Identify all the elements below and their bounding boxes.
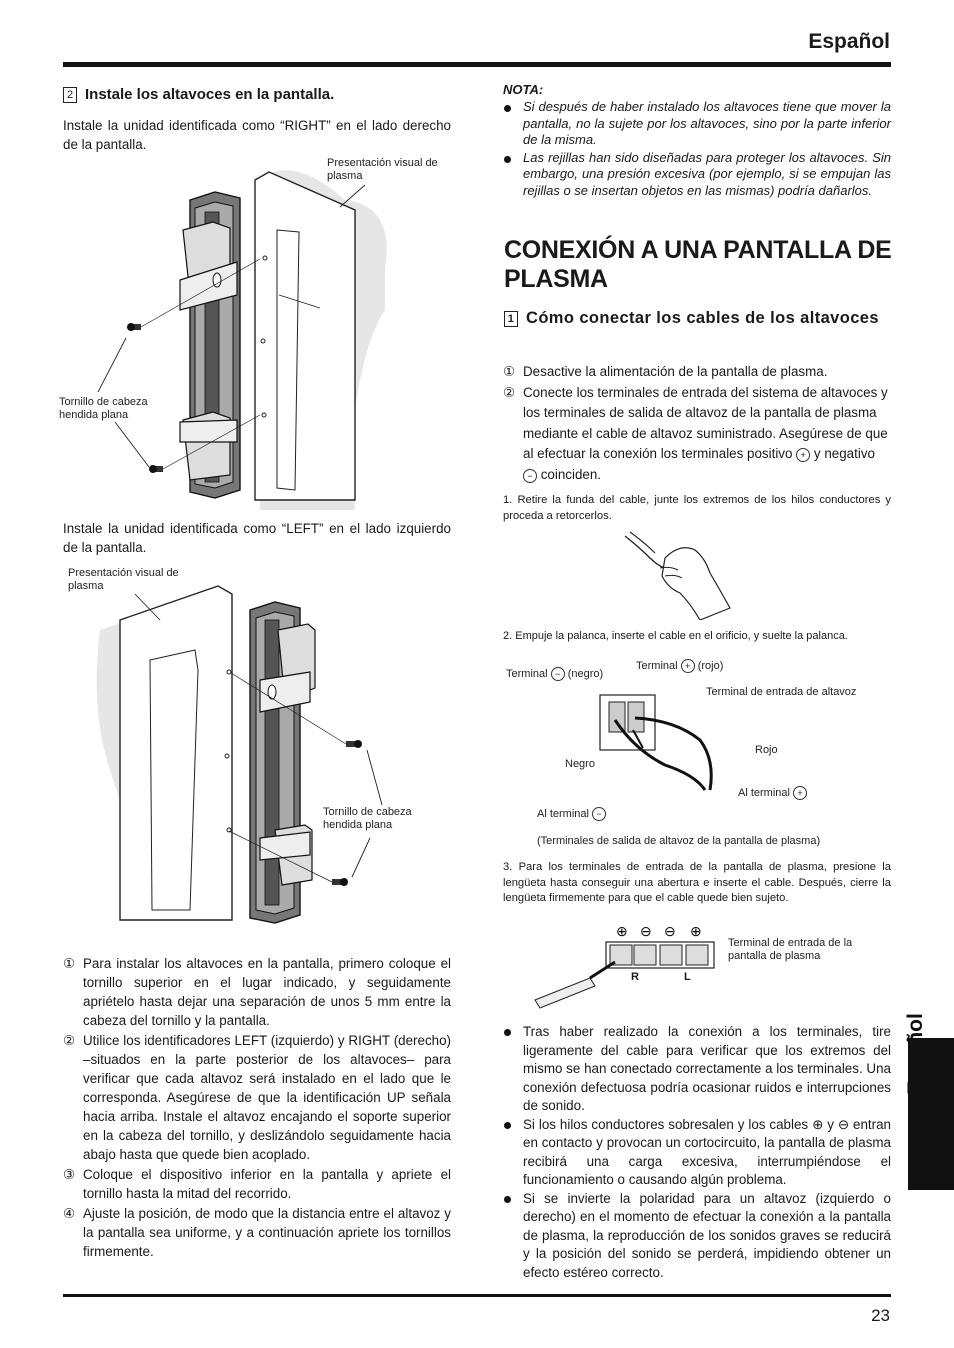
screw-icon bbox=[346, 740, 362, 748]
minus-icon: − bbox=[523, 469, 537, 483]
sub-step-3: 3. Para los terminales de entrada de la pantalla de plasma, presione la lengüeta hasta conseguir una abertura e inserte el cable. Después, cierre la lengüeta firmemente para que el cable quede bien sujeto. bbox=[503, 861, 891, 904]
minus-icon: − bbox=[592, 807, 606, 821]
display-outline bbox=[120, 586, 232, 920]
list-item: Si después de haber instalado los altavoces tiene que mover la pantalla, no la sujete por los altavoces, sino por la parte inferior de la misma. bbox=[503, 99, 891, 149]
label-al-pos: Al terminal + bbox=[738, 786, 807, 800]
label-term-pos: Terminal + (rojo) bbox=[636, 660, 724, 672]
list-item: ④ Ajuste la posición, de modo que la distancia entre el altavoz y la pantalla sea uniforme, y a continuación apriete los tornillos firmemente. bbox=[63, 1206, 451, 1259]
figure-left-speaker bbox=[90, 580, 460, 940]
arrow-icon bbox=[590, 962, 615, 978]
svg-text:⊕: ⊕ bbox=[690, 923, 702, 939]
svg-text:⊖: ⊖ bbox=[664, 923, 676, 939]
list-item: ① Desactive la alimentación de la pantalla de plasma. bbox=[503, 364, 828, 379]
installation-steps bbox=[63, 954, 451, 1261]
label-negro: Negro bbox=[565, 758, 595, 770]
sub-number-box: 1 bbox=[504, 311, 518, 327]
sub-heading bbox=[504, 306, 892, 330]
plus-icon: + bbox=[796, 448, 810, 462]
sub-title: Cómo conectar los cables de los altavoces bbox=[526, 309, 879, 327]
screw-icon bbox=[127, 323, 141, 331]
note-title: NOTA: bbox=[503, 82, 544, 97]
page-number: 23 bbox=[871, 1306, 890, 1325]
label-term-neg: Terminal − (negro) bbox=[506, 668, 604, 680]
hand-icon bbox=[662, 548, 730, 620]
diagram-caption: (Terminales de salida de altavoz de la pantalla de plasma) bbox=[537, 835, 821, 847]
label-rojo: Rojo bbox=[755, 744, 778, 756]
section-title: CONEXIÓN A UNA PANTALLA DE PLASMA bbox=[504, 236, 892, 293]
label-l: L bbox=[684, 971, 691, 983]
label-r: R bbox=[631, 971, 639, 983]
list-item: ③ Coloque el dispositivo inferior en la pantalla y apriete el tornillo hasta la mitad del recorrido. bbox=[63, 1167, 451, 1201]
sub-step-1: 1. Retire la funda del cable, junte los extremos de los hilos conductores y proceda a retorcerlos. bbox=[503, 494, 891, 522]
intro-right-text: Instale la unidad identificada como “RIGHT” en el lado derecho de la pantalla. bbox=[63, 118, 451, 152]
list-item: Las rejillas han sido diseñadas para proteger los altavoces. Sin embargo, una presión excesiva (por ejemplo, si se empujan las rejillas o se insertan objetos en las mismas) podría dañarlos. bbox=[503, 150, 891, 200]
minus-icon: − bbox=[551, 667, 565, 681]
list-item: ① Para instalar los altavoces en la pantalla, primero coloque el tornillo superior en el lugar indicado, y seguidamente apriételo hasta dejar una separación de unos 5 mm entre la cabeza del tornillo y la pantalla. bbox=[63, 956, 451, 1028]
fig2-label-display: Presentación visual de plasma bbox=[68, 567, 179, 592]
fig1-label-screw: Tornillo de cabeza hendida plana bbox=[59, 396, 148, 421]
header-language: Español bbox=[808, 30, 890, 53]
label-input: Terminal de entrada de altavoz bbox=[706, 686, 857, 698]
label-plasma-input: Terminal de entrada de la pantalla de plasma bbox=[728, 937, 853, 962]
display-outline bbox=[255, 172, 355, 500]
list-item: Si los hilos conductores sobresalen y los cables ⊕ y ⊖ entran en contacto y provocan un cortocircuito, la pantalla de plasma recibirá una carga excesiva, interrumpiéndose el funcionamiento o causando algún problema. bbox=[503, 1116, 891, 1190]
sub-step-2: 2. Empuje la palanca, inserte el cable en el orificio, y suelte la palanca. bbox=[503, 630, 848, 642]
svg-text:⊖: ⊖ bbox=[640, 923, 652, 939]
side-language-label: Español bbox=[904, 1013, 927, 1095]
fig1-label-display: Presentación visual de plasma bbox=[327, 157, 438, 182]
screw-icon bbox=[332, 878, 348, 886]
twist-wire-illustration bbox=[610, 528, 740, 620]
notes-list bbox=[503, 99, 891, 199]
connect-steps bbox=[503, 362, 891, 485]
label-al-neg: Al terminal − bbox=[537, 807, 606, 821]
list-item: Tras haber realizado la conexión a los terminales, tire ligeramente del cable para verificar que los extremos del mismo se han conectado correctamente a los terminales. Una conexión defectuosa podría ocasionar ruidos e interrupciones de sonido. bbox=[503, 1023, 891, 1116]
screw-icon bbox=[149, 465, 163, 473]
step-title: Instale los altavoces en la pantalla. bbox=[85, 86, 335, 103]
step-number-box: 2 bbox=[63, 87, 77, 103]
fig2-label-screw: Tornillo de cabeza hendida plana bbox=[323, 806, 412, 831]
plus-icon: + bbox=[793, 786, 807, 800]
bottom-rule bbox=[63, 1294, 891, 1297]
plus-icon: + bbox=[681, 659, 695, 673]
list-item: ② Utilice los identificadores LEFT (izquierdo) y RIGHT (derecho) –situados en la parte posterior de los altavoces– para verificar que cada altavoz será instalado en el lado que le corresponda. Asegúrese de que la identificación UP señala hacia arriba. Instale el altavoz encajando el soporte superior en la cabeza del tornillo, y deslizándolo seguidamente hacia abajo hasta que quede bien acoplado. bbox=[63, 1033, 451, 1162]
plasma-input-terminal bbox=[530, 920, 730, 1010]
list-item: Si se invierte la polaridad para un altavoz (izquierdo o derecho) en el momento de efectuar la conexión a la pantalla de plasma, la reproducción de los sonidos graves se reducirá y la posición del sonido se perderá, impidiendo obtener un efecto estéreo correcto. bbox=[503, 1190, 891, 1283]
step-heading bbox=[63, 86, 453, 104]
warnings-list bbox=[503, 1023, 891, 1282]
top-rule bbox=[63, 62, 891, 67]
svg-text:⊕: ⊕ bbox=[616, 923, 628, 939]
terminal-diagram bbox=[595, 690, 725, 800]
list-item: ② Conecte los terminales de entrada del sistema de altavoces y los terminales de salida de altavoz de la pantalla de plasma mediante el cable de altavoz suministrado. Asegúrese de que al efectuar la conexión los terminales positivo + y negativo − coinciden. bbox=[503, 384, 888, 482]
intro-left-text: Instale la unidad identificada como “LEFT” en el lado izquierdo de la pantalla. bbox=[63, 521, 451, 555]
figure-right-speaker bbox=[55, 150, 455, 510]
